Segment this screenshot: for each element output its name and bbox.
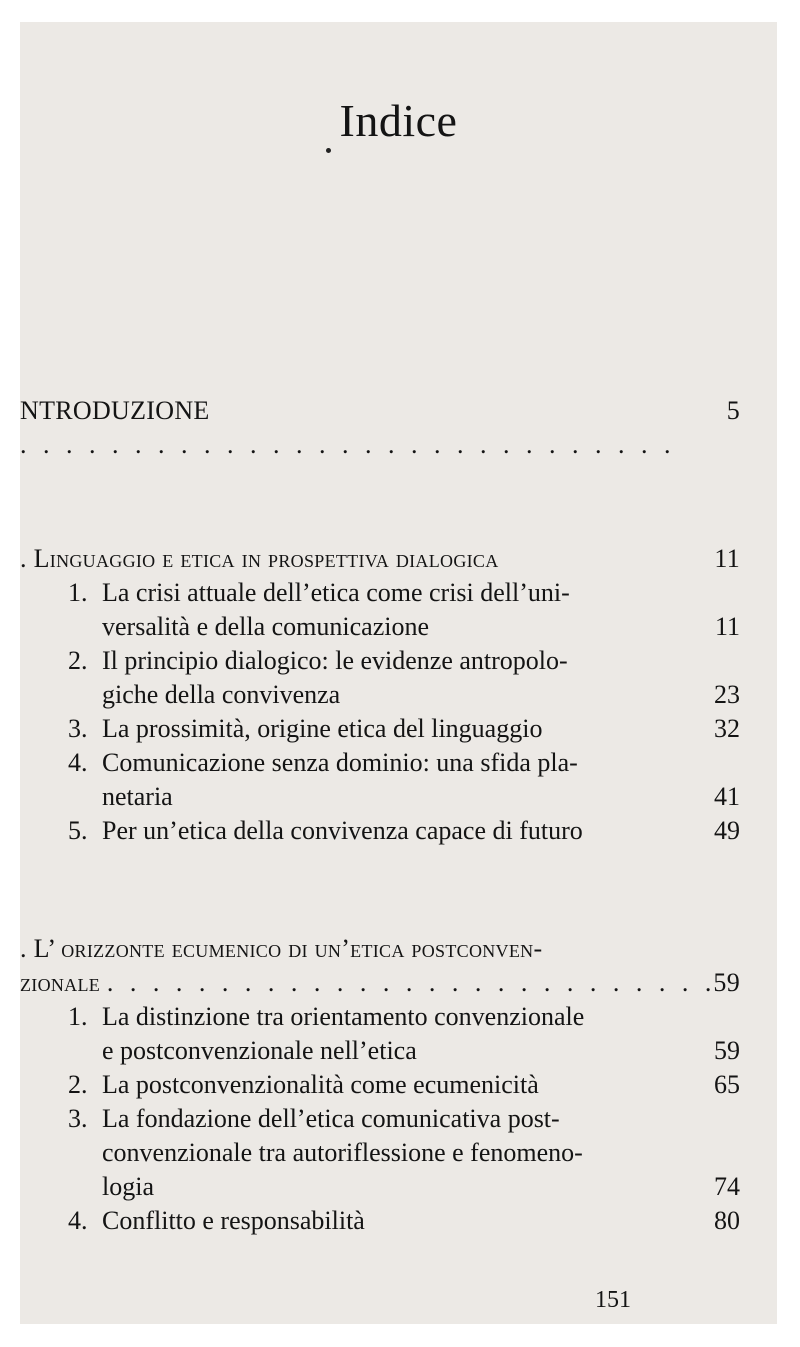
toc-item-2-4[interactable]	[68, 1204, 740, 1238]
toc-page-number: 32	[714, 714, 740, 743]
toc-chapter-label: . L’ orizzonte ecumenico di un’etica postconven-	[20, 934, 543, 963]
toc-item-line: La distinzione tra orientamento convenzionale	[102, 1002, 585, 1031]
toc-item-number: 3.	[68, 714, 88, 743]
toc-item-line: La crisi attuale dell’etica come crisi dell’uni-	[102, 578, 570, 607]
toc-item-line: versalità e della comunicazione	[102, 612, 430, 641]
toc-page-number: 11	[714, 544, 740, 573]
toc-page-number: 74	[714, 1172, 740, 1201]
page-number: 151	[595, 1287, 631, 1313]
toc-item-1-4[interactable]	[68, 746, 740, 814]
toc-item-line: Comunicazione senza dominio: una sfida pla-	[102, 748, 578, 777]
toc-item-2-3[interactable]	[68, 1102, 740, 1204]
toc-item-number: 4.	[68, 748, 88, 777]
toc-item-line: Conflitto e responsabilità	[102, 1206, 365, 1235]
toc-item-1-2[interactable]	[68, 644, 740, 712]
toc-chapter-label-cont: zionale	[20, 968, 101, 997]
toc-page-number: 80	[714, 1206, 740, 1235]
ink-speck	[326, 148, 331, 153]
toc-page-number: 5	[726, 396, 740, 425]
toc-item-number: 4.	[68, 1206, 88, 1235]
toc-item-2-1[interactable]	[68, 1000, 740, 1068]
toc-item-line: Per un’etica della convivenza capace di futuro	[102, 816, 583, 845]
toc-item-line: La postconvenzionalità come ecumenicità	[102, 1070, 539, 1099]
toc-entry-label: NTRODUZIONE	[20, 396, 210, 425]
toc-entry-introduzione[interactable]	[20, 394, 740, 462]
toc-item-1-5[interactable]	[68, 814, 740, 848]
toc-item-1-3[interactable]	[68, 712, 740, 746]
toc-chapter-2[interactable]	[20, 932, 740, 1000]
toc-page-number: 23	[714, 680, 740, 709]
toc-chapter-label: . Linguaggio e etica in prospettiva dialogica	[20, 544, 499, 573]
toc-item-line: logia	[102, 1172, 154, 1201]
toc-item-line: La prossimità, origine etica del linguaggio	[102, 714, 543, 743]
toc-item-2-2[interactable]	[68, 1068, 740, 1102]
bleed-through-shadow	[620, 102, 777, 402]
toc-page-number: 41	[714, 782, 740, 811]
dot-leader: . . . . . . . . . . . . . . . . . . . . . . . . . . .	[106, 968, 717, 997]
toc-item-line: La fondazione dell’etica comunicativa post-	[102, 1104, 560, 1133]
toc-page-number: 59	[714, 1036, 740, 1065]
toc-page-number: 49	[714, 816, 740, 845]
toc-chapter-1[interactable]	[20, 542, 740, 576]
toc-item-line: convenzionale tra autoriflessione e fenomeno-	[102, 1138, 583, 1167]
toc-page-number: 65	[714, 1070, 740, 1099]
toc-item-line: e postconvenzionale nell’etica	[102, 1036, 417, 1065]
toc-item-1-1[interactable]	[68, 576, 740, 644]
toc-item-number: 1.	[68, 578, 88, 607]
dot-leader: . . . . . . . . . . . . . . . . . . . . . . . . . . . . .	[20, 430, 676, 459]
page-title: Indice	[339, 95, 458, 146]
toc-item-number: 2.	[68, 1070, 88, 1099]
book-page	[20, 22, 777, 1324]
toc-item-number: 5.	[68, 816, 88, 845]
toc-page-number: 11	[714, 612, 740, 641]
toc-item-number: 2.	[68, 646, 88, 675]
toc-item-line: netaria	[102, 782, 173, 811]
toc-page-number: 59	[713, 968, 740, 997]
toc-item-line: giche della convivenza	[102, 680, 341, 709]
toc-item-line: Il principio dialogico: le evidenze antropolo-	[102, 646, 568, 675]
toc-item-number: 1.	[68, 1002, 88, 1031]
toc-item-number: 3.	[68, 1104, 88, 1133]
